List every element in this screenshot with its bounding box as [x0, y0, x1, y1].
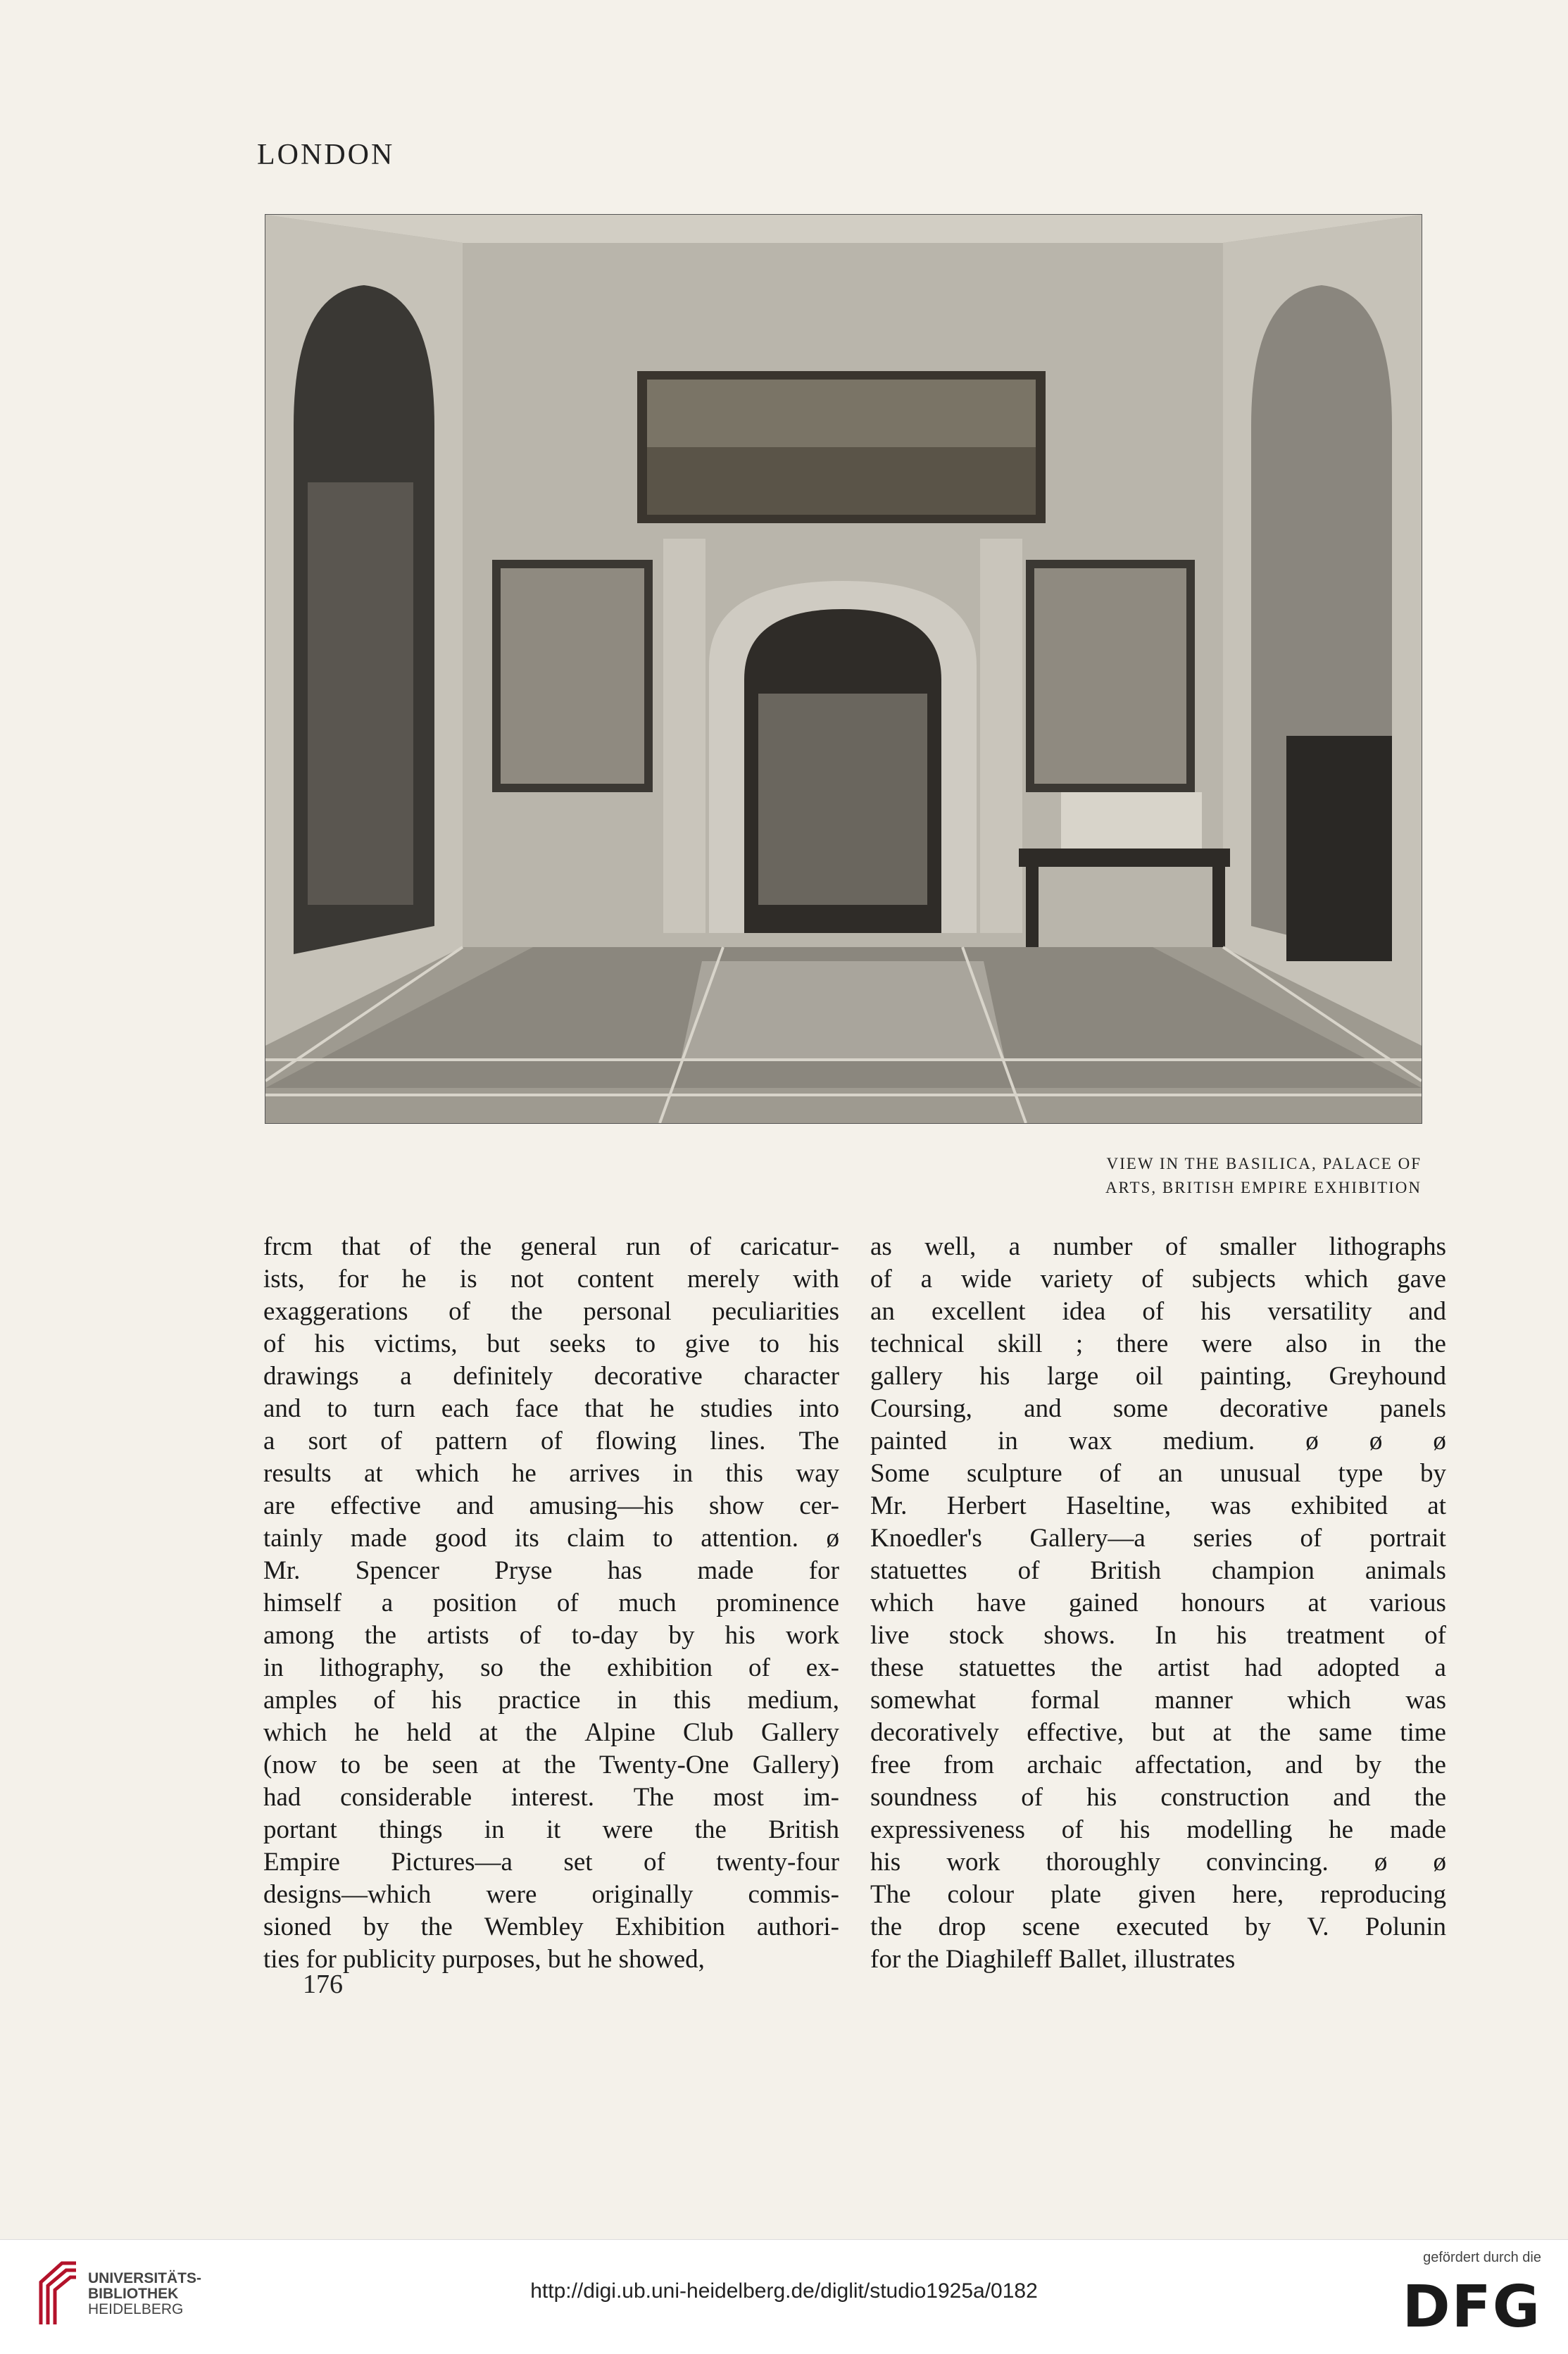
text-line: which have gained honours at various: [870, 1589, 1446, 1617]
text-line: of his victims, but seeks to give to his: [263, 1329, 839, 1358]
text-line: sioned by the Wembley Exhibition authori-: [263, 1912, 839, 1941]
text-line: himself a position of much prominence: [263, 1589, 839, 1617]
text-line: portant things in it were the British: [263, 1815, 839, 1844]
text-line: ties for publicity purposes, but he showed,: [263, 1945, 705, 1974]
text-line: a sort of pattern of flowing lines. The: [263, 1427, 839, 1455]
text-line: exaggerations of the personal peculiarities: [263, 1297, 839, 1326]
text-line: somewhat formal manner which was: [870, 1686, 1446, 1715]
text-line: gallery his large oil painting, Greyhound: [870, 1362, 1446, 1391]
text-line: live stock shows. In his treatment of: [870, 1621, 1446, 1650]
library-name-line: UNIVERSITÄTS-: [88, 2270, 202, 2286]
exhibition-hall-photograph: [265, 214, 1422, 1124]
running-head: LONDON: [257, 139, 395, 171]
photo-caption: [1105, 1152, 1422, 1200]
text-line: statuettes of British champion animals: [870, 1556, 1446, 1585]
text-column-right: [870, 1231, 1446, 1976]
text-line: designs—which were originally commis-: [263, 1880, 839, 1909]
text-line: ists, for he is not content merely with: [263, 1265, 839, 1294]
text-line: drawings a definitely decorative character: [263, 1362, 839, 1391]
text-line: Mr. Herbert Haseltine, was exhibited at: [870, 1491, 1446, 1520]
text-line: painted in wax medium. ø ø ø: [870, 1427, 1446, 1455]
text-line: Coursing, and some decorative panels: [870, 1394, 1446, 1423]
text-column-left: [263, 1231, 839, 1976]
text-line: frcm that of the general run of caricatur-: [263, 1232, 839, 1261]
dfg-logo: DFG: [1402, 2274, 1541, 2341]
text-line: of a wide variety of subjects which gave: [870, 1265, 1446, 1294]
text-line: had considerable interest. The most im-: [263, 1783, 839, 1812]
text-line: decoratively effective, but at the same time: [870, 1718, 1446, 1747]
text-line: Mr. Spencer Pryse has made for: [263, 1556, 839, 1585]
library-name-line: BIBLIOTHEK: [88, 2286, 179, 2302]
text-line: tainly made good its claim to attention. ø: [263, 1524, 839, 1553]
text-line: are effective and amusing—his show cer-: [263, 1491, 839, 1520]
funding-credit: gefördert durch die: [1423, 2250, 1541, 2265]
text-line: in lithography, so the exhibition of ex-: [263, 1653, 839, 1682]
text-line: Some sculpture of an unusual type by: [870, 1459, 1446, 1488]
text-line: technical skill ; there were also in the: [870, 1329, 1446, 1358]
page-number: 176: [303, 1970, 343, 1999]
digital-library-footer: [0, 2239, 1568, 2354]
text-line: soundness of his construction and the: [870, 1783, 1446, 1812]
text-line: the drop scene executed by V. Polunin: [870, 1912, 1446, 1941]
text-line: these statuettes the artist had adopted a: [870, 1653, 1446, 1682]
text-line: his work thoroughly convincing. ø ø: [870, 1848, 1446, 1877]
text-line: amples of his practice in this medium,: [263, 1686, 839, 1715]
caption-line: ARTS, BRITISH EMPIRE EXHIBITION: [1105, 1179, 1422, 1196]
photo-illustration: [265, 215, 1422, 1123]
text-line: expressiveness of his modelling he made: [870, 1815, 1446, 1844]
source-url-link[interactable]: http://digi.ub.uni-heidelberg.de/diglit/studio1925a/0182: [530, 2279, 1038, 2303]
text-line: results at which he arrives in this way: [263, 1459, 839, 1488]
text-line: among the artists of to-day by his work: [263, 1621, 839, 1650]
text-line: Knoedler's Gallery—a series of portrait: [870, 1524, 1446, 1553]
text-line: (now to be seen at the Twenty-One Gallery): [263, 1751, 839, 1779]
library-name-line: HEIDELBERG: [88, 2301, 184, 2317]
caption-line: VIEW IN THE BASILICA, PALACE OF: [1106, 1155, 1422, 1172]
text-line: which he held at the Alpine Club Gallery: [263, 1718, 839, 1747]
text-line: as well, a number of smaller lithographs: [870, 1232, 1446, 1261]
text-line: Empire Pictures—a set of twenty-four: [263, 1848, 839, 1877]
text-line: The colour plate given here, reproducing: [870, 1880, 1446, 1909]
text-line: an excellent idea of his versatility and: [870, 1297, 1446, 1326]
text-line: free from archaic affectation, and by the: [870, 1751, 1446, 1779]
text-line: for the Diaghileff Ballet, illustrates: [870, 1945, 1236, 1974]
text-line: and to turn each face that he studies into: [263, 1394, 839, 1423]
